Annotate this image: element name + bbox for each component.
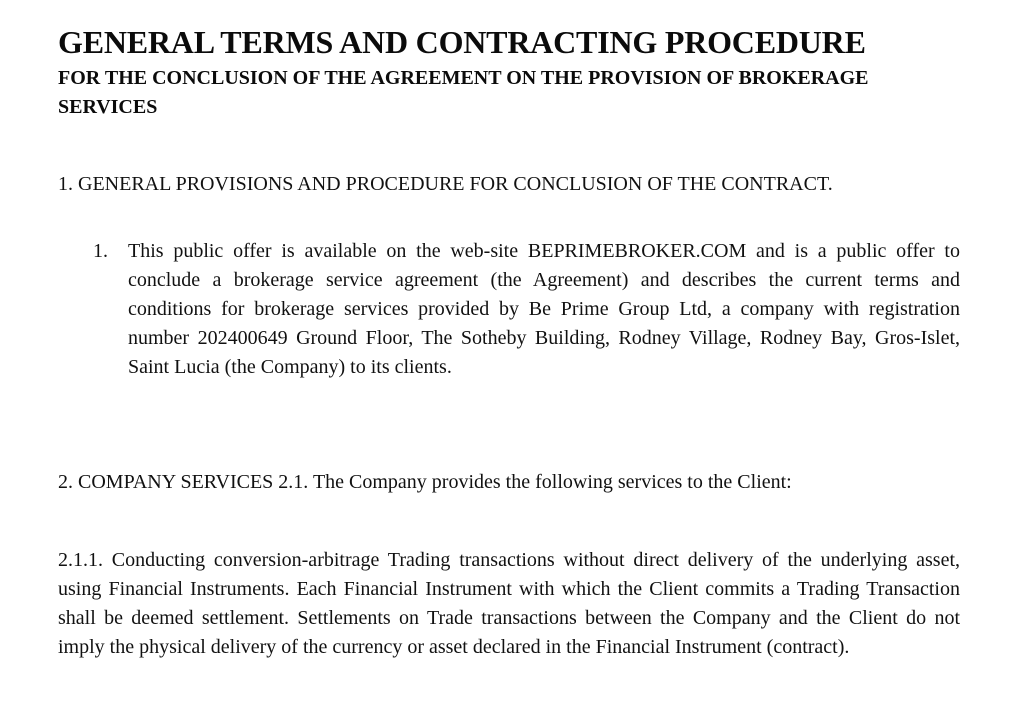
document-page <box>58 22 960 658</box>
list-item-text: This public offer is available on the web-site BEPRIMEBROKER.COM and is a public offer to conclude a brokerage service agreement (the Agreement) and describes the current terms and conditions for brokerage services provided by Be Prime Group Ltd, a company with registration number 202400649 Ground Floor, The Sotheby Building, Rodney Village, Rodney Bay, Gros-Islet, Saint Lucia (the Company) to its clients. <box>128 240 960 378</box>
list-item <box>93 237 960 382</box>
list-item-number: 1. <box>93 240 108 262</box>
document-title: GENERAL TERMS AND CONTRACTING PROCEDURE <box>58 24 866 60</box>
section-2-heading: 2. COMPANY SERVICES 2.1. The Company provides the following services to the Client: <box>58 471 792 493</box>
document-subtitle: FOR THE CONCLUSION OF THE AGREEMENT ON THE PROVISION OF BROKERAGE SERVICES <box>58 67 869 118</box>
section-2-paragraph: 2.1.1. Conducting conversion-arbitrage Trading transactions without direct delivery of the underlying asset, using Financial Instruments. Each Financial Instrument with which the Client commits a Trading Transaction shall be deemed settlement. Settlements on Trade transactions between the Company and the Client do not imply the physical delivery of the currency or asset declared in the Financial Instrument (contract). <box>58 549 960 658</box>
section-1-heading: 1. GENERAL PROVISIONS AND PROCEDURE FOR CONCLUSION OF THE CONTRACT. <box>58 173 833 195</box>
